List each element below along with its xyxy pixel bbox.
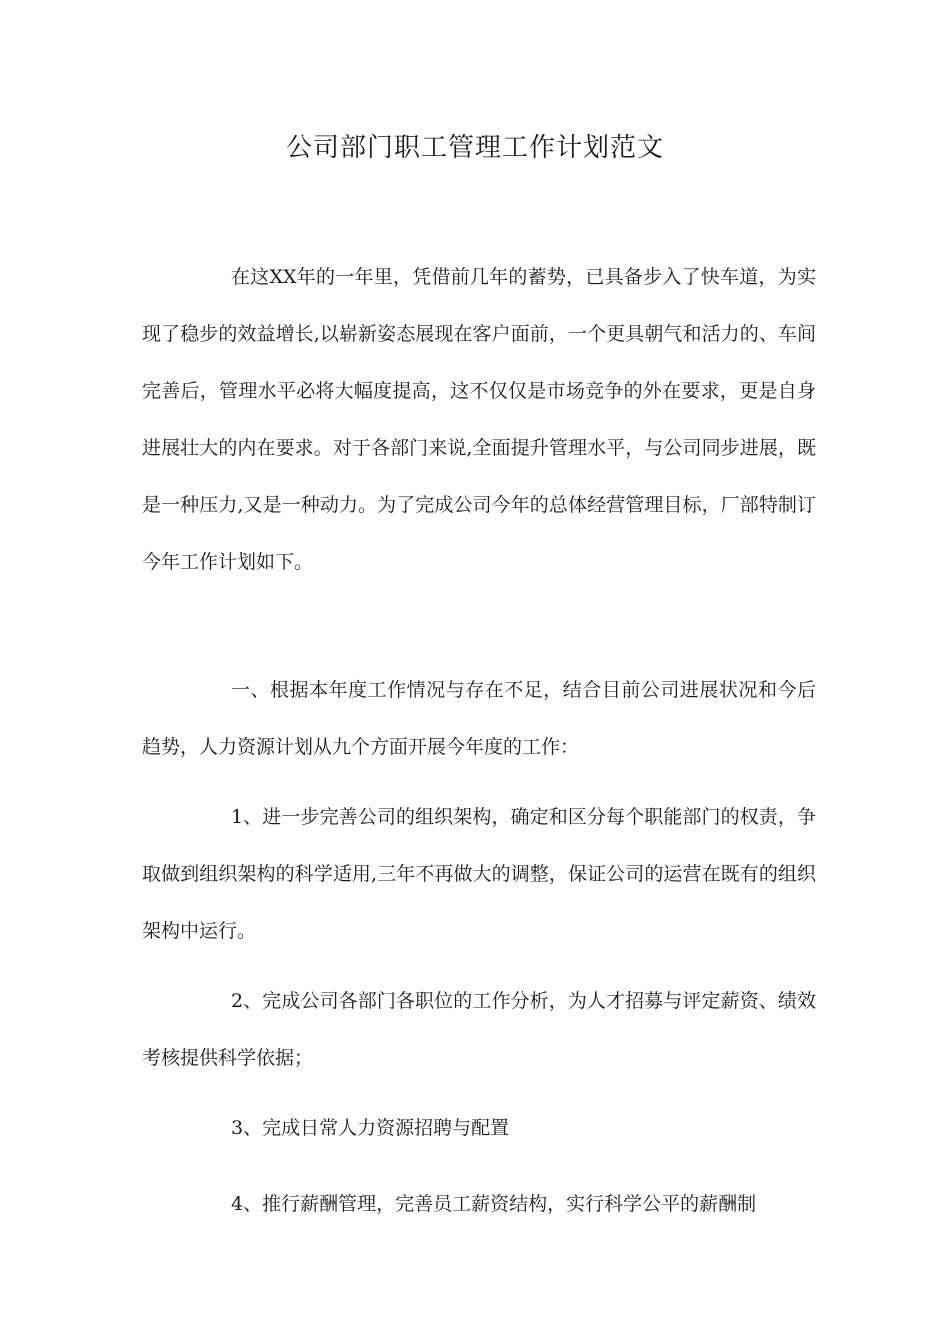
plan-item-1-text: 1、进一步完善公司的组织架构，确定和区分每个职能部门的权责，争取做到组织架构的科学适用,三年不再做大的调整，保证公司的运营在既有的组织架构中运行。 xyxy=(142,806,816,942)
plan-item-4 xyxy=(142,1176,816,1233)
plan-item-3 xyxy=(142,1100,816,1157)
intro-paragraph: 在这XX年的一年里，凭借前几年的蓄势，已具备步入了快车道，为实现了稳步的效益增长,以崭新姿态展现在客户面前，一个更具朝气和活力的、车间完善后，管理水平必将大幅度提高，这不仅仅是市场竞争的外在要求，更是自身进展壮大的内在要求。对于各部门来说,全面提升管理水平，与公司同步进展，既是一种压力,又是一种动力。为了完成公司今年的总体经营管理目标，厂部特制订今年工作计划如下。 xyxy=(142,266,816,573)
section-1-heading-paragraph: 一、根据本年度工作情况与存在不足，结合目前公司进展状况和今后趋势，人力资源计划从九个方面开展今年度的工作： xyxy=(142,679,816,758)
plan-item-2-text: 2、完成公司各部门各职位的工作分析，为人才招募与评定薪资、绩效考核提供科学依据； xyxy=(142,990,816,1069)
plan-item-2 xyxy=(142,973,816,1087)
section-1 xyxy=(142,662,816,776)
plan-item-3-text: 3、完成日常人力资源招聘与配置 xyxy=(231,1117,510,1139)
plan-item-1 xyxy=(142,789,816,960)
plan-item-4-text: 4、推行薪酬管理，完善员工薪资结构，实行科学公平的薪酬制 xyxy=(231,1193,757,1215)
intro-section xyxy=(142,249,816,591)
page-title: 公司部门职工管理工作计划范文 xyxy=(285,133,664,163)
